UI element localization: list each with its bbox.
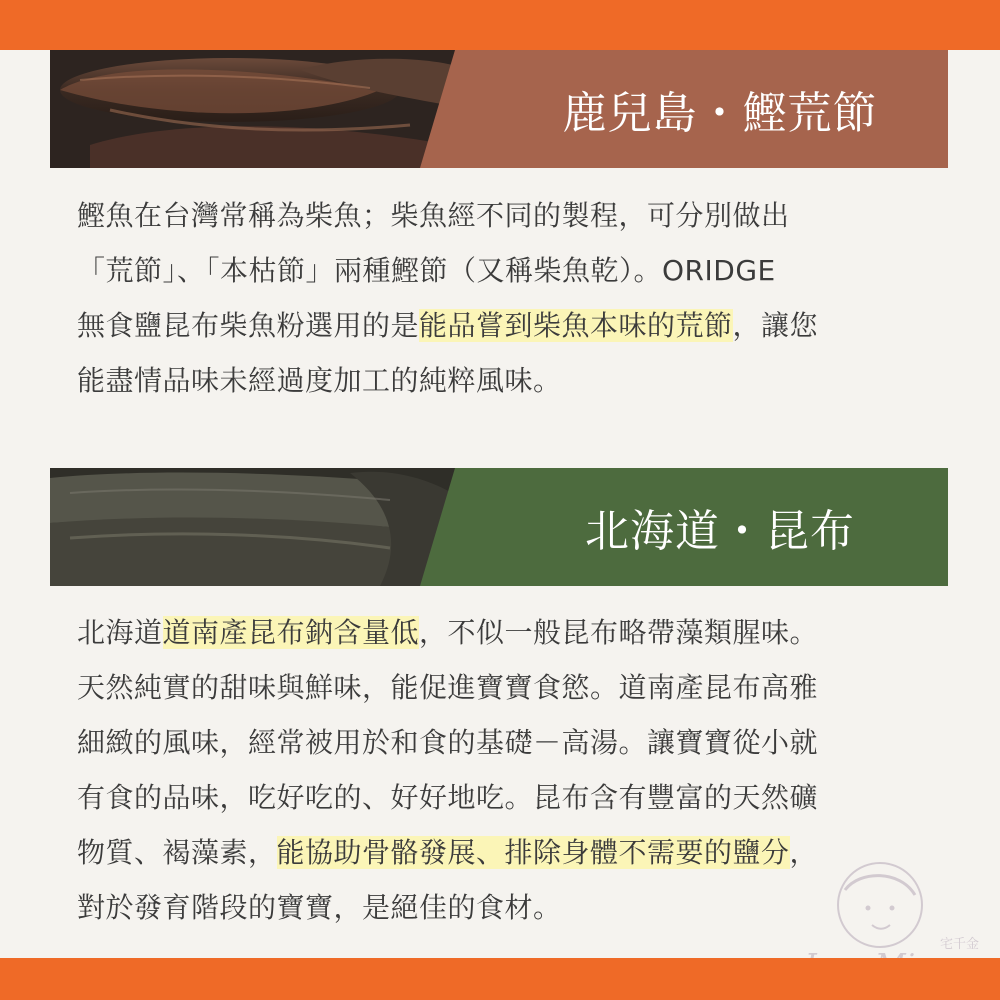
text-line: [77, 353, 947, 408]
text-line: [77, 243, 947, 298]
text-line: [77, 605, 947, 660]
section-banner-bonito: [50, 50, 948, 168]
text-segment: ，讓您: [732, 309, 819, 342]
text-segment: 細緻的風味，經常被用於和食的基礎－高湯。讓寶寶從小就: [77, 726, 819, 759]
top-accent-bar: [0, 0, 1000, 50]
section-title: 鹿兒島・鰹荒節: [562, 88, 878, 139]
bonito-description: [77, 188, 947, 408]
text-line: [77, 660, 947, 715]
text-segment: 「荒節」、「本枯節」兩種鰹節（又稱柴魚乾）。ORIDGE: [77, 254, 776, 287]
bottom-accent-bar: [0, 958, 1000, 1000]
text-segment: 能盡情品味未經過度加工的純粹風味。: [77, 364, 562, 397]
text-segment: 無食鹽昆布柴魚粉選用的是: [77, 309, 420, 342]
text-segment: 有食的品味，吃好吃的、好好地吃。昆布含有豐富的天然礦: [77, 781, 819, 814]
text-segment: 北海道: [77, 616, 163, 649]
section-title: 北海道・昆布: [585, 506, 855, 557]
text-segment: 物質、褐藻素，: [77, 836, 277, 869]
text-segment: ，不似一般昆布略帶藻類腥味。: [419, 616, 819, 649]
text-segment: 對於發育階段的寶寶，是絕佳的食材。: [77, 891, 562, 924]
highlighted-text: 能協助骨骼發展、排除身體不需要的鹽分: [276, 836, 790, 869]
text-line: [77, 188, 947, 243]
text-segment: ，: [789, 836, 819, 869]
highlighted-text: 能品嘗到柴魚本味的荒節: [419, 309, 733, 342]
highlighted-text: 道南產昆布鈉含量低: [162, 616, 420, 649]
text-line: [77, 770, 947, 825]
text-line: [77, 715, 947, 770]
text-line: [77, 298, 947, 353]
text-segment: 天然純實的甜味與鮮味，能促進寶寶食慾。道南產昆布高雅: [77, 671, 819, 704]
svg-text:宅千金: 宅千金: [940, 937, 980, 952]
section-banner-kombu: [50, 468, 948, 586]
text-segment: 鰹魚在台灣常稱為柴魚；柴魚經不同的製程，可分別做出: [77, 199, 790, 232]
